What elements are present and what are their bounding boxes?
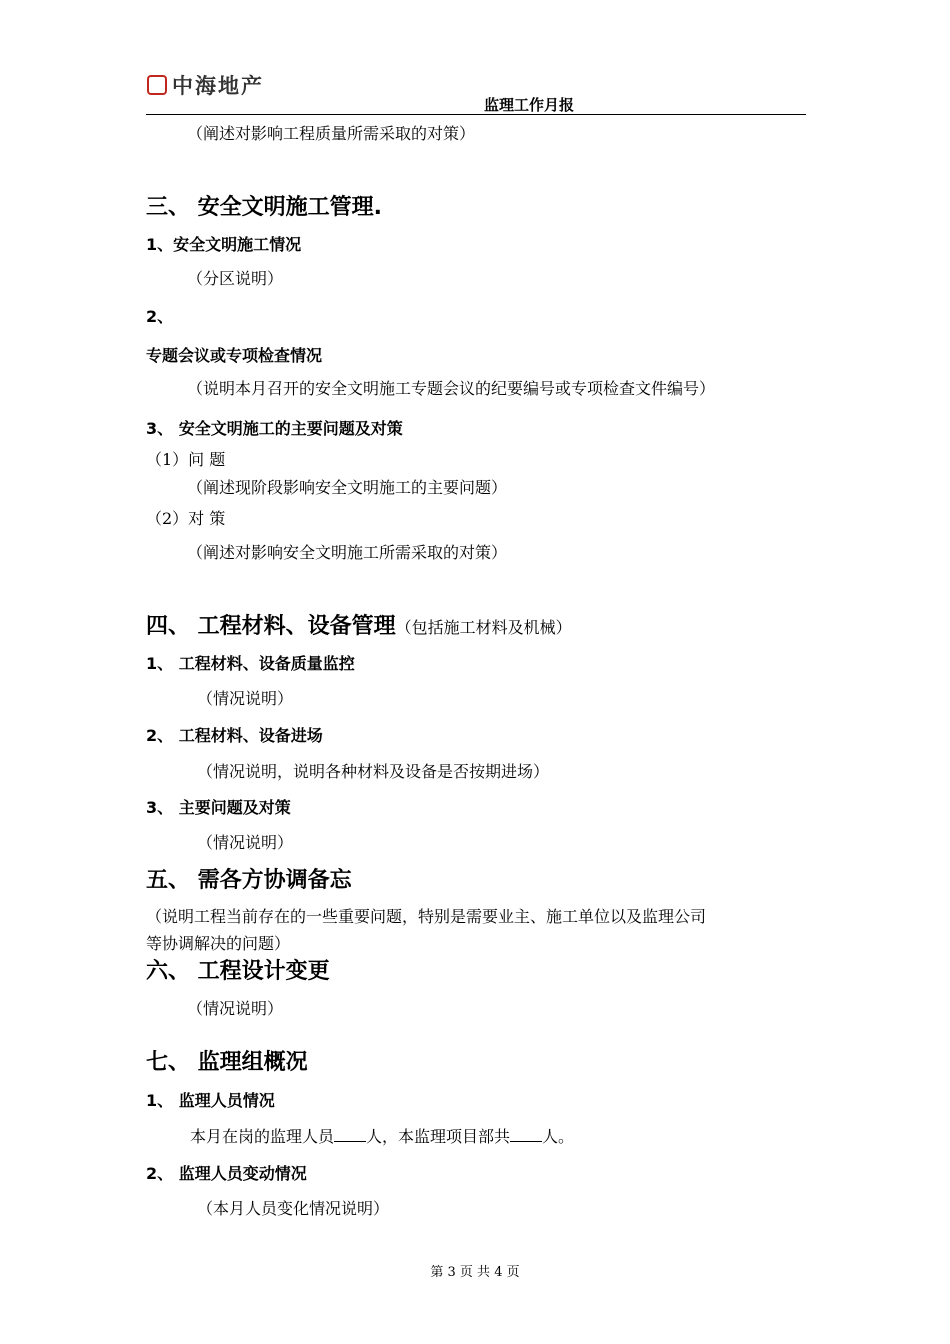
section-5-note-line-2: 等协调解决的问题） bbox=[146, 934, 291, 953]
section-3-problem-note: （阐述现阶段影响安全文明施工的主要问题） bbox=[187, 478, 508, 497]
logo-emblem-icon bbox=[147, 75, 167, 95]
section-4-item-2-note: （情况说明，说明各种材料及设备是否按期进场） bbox=[197, 762, 550, 781]
section-4-item-3: 3、 主要问题及对策 bbox=[146, 798, 291, 817]
staff-total-blank bbox=[510, 1127, 542, 1142]
section-3-item-2-number: 2、 bbox=[146, 307, 174, 326]
section-4-item-2: 2、 工程材料、设备进场 bbox=[146, 726, 323, 745]
section-3-item-2-note: （说明本月召开的安全文明施工专题会议的纪要编号或专项检查文件编号） bbox=[187, 379, 716, 398]
section-4-title-text: 四、 工程材料、设备管理 bbox=[146, 614, 396, 639]
header-title: 监理工作月报 bbox=[484, 96, 575, 114]
logo-text: 中海地产 bbox=[172, 74, 264, 98]
section-7-item-2: 2、 监理人员变动情况 bbox=[146, 1164, 307, 1183]
section-6-note: （情况说明） bbox=[187, 999, 284, 1018]
section-3-problem-label: （1）问 题 bbox=[146, 450, 226, 469]
section-6-title: 六、 工程设计变更 bbox=[146, 959, 330, 984]
staff-count-text-3: 人。 bbox=[542, 1127, 575, 1146]
section-4-item-3-note: （情况说明） bbox=[197, 833, 294, 852]
page-number: 第 3 页 共 4 页 bbox=[430, 1265, 520, 1280]
section-3-measure-note: （阐述对影响安全文明施工所需采取的对策） bbox=[187, 543, 508, 562]
staff-count-text-2: 人，本监理项目部共 bbox=[366, 1127, 511, 1146]
section-3-item-3: 3、 安全文明施工的主要问题及对策 bbox=[146, 419, 403, 438]
section-7-staff-count-line bbox=[190, 1124, 574, 1147]
section-4-title bbox=[146, 609, 572, 640]
section-7-title: 七、 监理组概况 bbox=[146, 1050, 308, 1075]
section-4-item-1: 1、 工程材料、设备质量监控 bbox=[146, 654, 355, 673]
section-7-item-1: 1、 监理人员情况 bbox=[146, 1091, 275, 1110]
section-5-note-line-1: （说明工程当前存在的一些重要问题，特别是需要业主、施工单位以及监理公司 bbox=[146, 907, 707, 926]
staff-count-text-1: 本月在岗的监理人员 bbox=[190, 1127, 335, 1146]
quality-measures-note: （阐述对影响工程质量所需采取的对策） bbox=[187, 124, 476, 143]
header-divider bbox=[146, 114, 806, 115]
company-logo bbox=[147, 70, 264, 100]
section-3-item-1-note: （分区说明） bbox=[187, 269, 284, 288]
section-7-item-2-note: （本月人员变化情况说明） bbox=[197, 1199, 390, 1218]
section-3-title: 三、 安全文明施工管理. bbox=[146, 195, 383, 220]
section-4-title-note: （包括施工材料及机械） bbox=[395, 618, 572, 637]
section-4-item-1-note: （情况说明） bbox=[197, 689, 294, 708]
section-3-measure-label: （2）对 策 bbox=[146, 509, 226, 528]
staff-on-duty-blank bbox=[334, 1127, 366, 1142]
section-3-item-1: 1、安全文明施工情况 bbox=[146, 235, 302, 254]
section-3-item-2-title: 专题会议或专项检查情况 bbox=[146, 346, 323, 365]
section-5-title: 五、 需各方协调备忘 bbox=[146, 868, 352, 893]
